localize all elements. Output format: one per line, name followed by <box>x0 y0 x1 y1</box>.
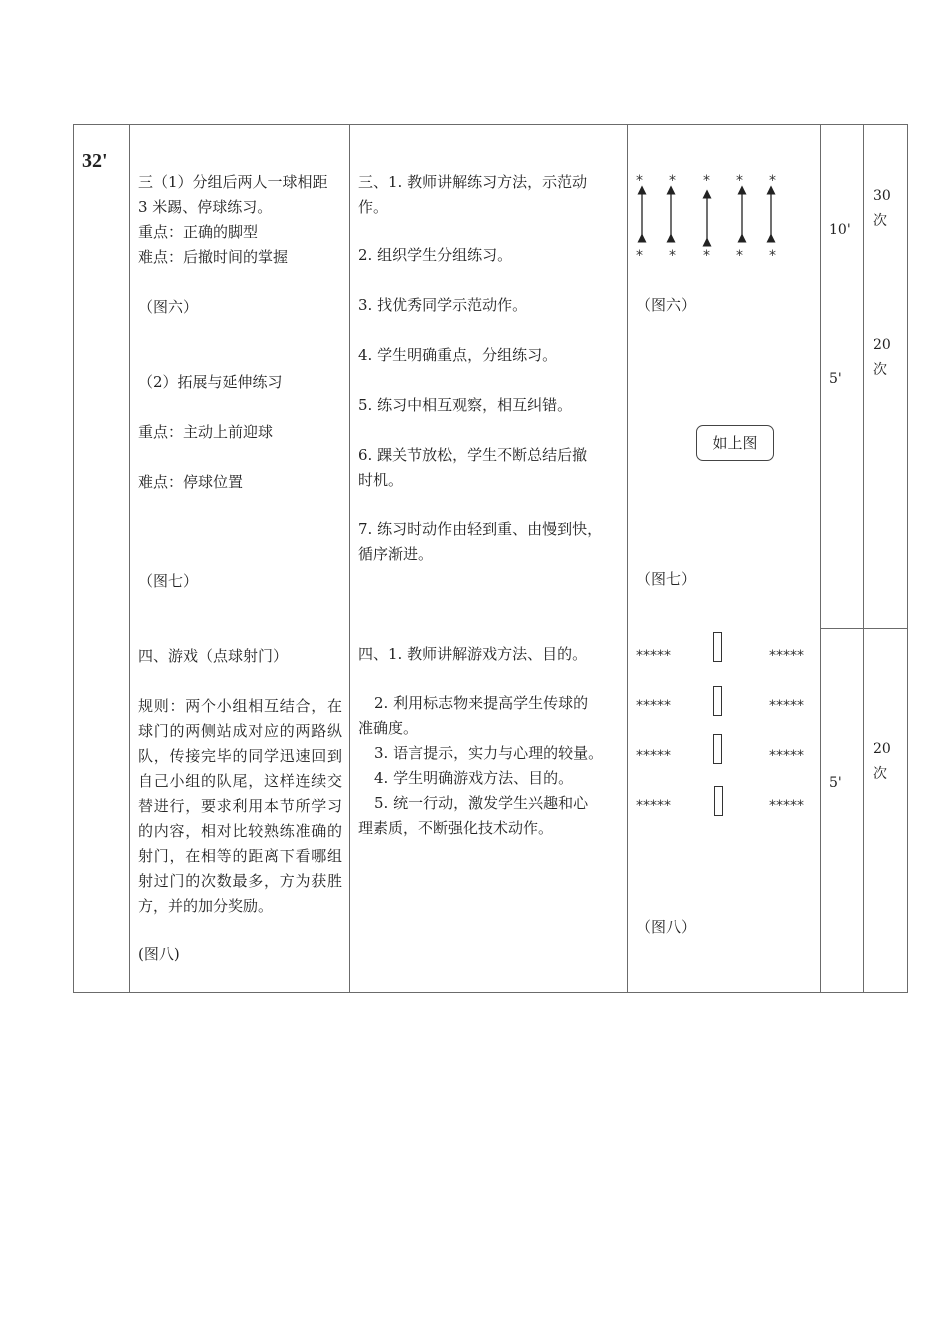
method-3-4: 4. 学生明确重点，分组练习。 <box>358 346 558 364</box>
goal-marker <box>713 734 722 764</box>
section3-key-point: 重点：正确的脚型 <box>138 223 259 241</box>
table-border-right <box>907 124 908 993</box>
method-3-3: 3. 找优秀同学示范动作。 <box>358 296 528 314</box>
repetitions-20: 20 次 <box>873 337 891 378</box>
diagram-figure6-caption: （图六） <box>636 296 697 314</box>
table-col-divider-4 <box>820 124 821 993</box>
goal-marker <box>713 632 722 662</box>
formation-star: * <box>703 173 710 189</box>
time-5-minutes-game: 5' <box>829 775 842 791</box>
table-col-divider-5 <box>863 124 864 993</box>
method-4-5: 5. 统一行动，激发学生兴趣和心 理素质，不断强化技术动作。 <box>358 794 589 837</box>
section3-sub2-key-point: 重点：主动上前迎球 <box>138 423 274 441</box>
method-4-1: 四、1. 教师讲解游戏方法、目的。 <box>358 645 588 663</box>
method-3-2: 2. 组织学生分组练习。 <box>358 246 513 264</box>
formation-star: * <box>703 248 710 264</box>
section4-rules: 规则：两个小组相互结合，在球门的两侧站成对应的两路纵队，传接完毕的同学迅速回到自己小组的队尾，这样连续交替进行，要求利用本节所学习的内容，相对比较熟练准确的射门，在相等的距离下看哪组射过门的次数最多，方为获胜方，并的加分奖励。 <box>138 697 342 915</box>
formation-star: * <box>669 173 676 189</box>
goal-marker <box>714 786 723 816</box>
section3-sub2-difficulty: 难点：停球位置 <box>138 473 244 491</box>
team-stars-right: ***** <box>769 648 804 664</box>
pass-arrows-diagram <box>628 170 788 250</box>
team-stars-right: ***** <box>769 748 804 764</box>
diagram-figure8-caption: （图八） <box>636 918 697 936</box>
formation-star: * <box>636 248 643 264</box>
table-border-top <box>73 124 908 125</box>
team-stars-left: ***** <box>636 798 671 814</box>
method-4-4: 4. 学生明确游戏方法、目的。 <box>374 769 574 787</box>
formation-star: * <box>736 173 743 189</box>
formation-star: * <box>736 248 743 264</box>
method-3-5: 5. 练习中相互观察，相互纠错。 <box>358 396 573 414</box>
section3-sub2-title: （2）拓展与延伸练习 <box>138 373 283 391</box>
table-col-divider-3 <box>627 124 628 993</box>
formation-star: * <box>636 173 643 189</box>
figure6-caption: （图六） <box>138 298 199 316</box>
formation-star: * <box>769 248 776 264</box>
team-stars-left: ***** <box>636 748 671 764</box>
time-5-minutes: 5' <box>829 371 842 387</box>
team-stars-right: ***** <box>769 798 804 814</box>
method-4-3: 3. 语言提示，实力与心理的较量。 <box>374 744 604 762</box>
figure7-caption: （图七） <box>138 572 199 590</box>
team-stars-left: ***** <box>636 648 671 664</box>
table-col-divider-2 <box>349 124 350 993</box>
section4-title: 四、游戏（点球射门） <box>138 647 289 665</box>
section3-title: 三（1）分组后两人一球相距 3 米踢、停球练习。 <box>138 173 328 216</box>
formation-star: * <box>769 173 776 189</box>
team-stars-left: ***** <box>636 698 671 714</box>
figure8-reference: (图八) <box>138 945 180 963</box>
diagram-figure7-caption: （图七） <box>636 570 697 588</box>
table-row-divider <box>820 628 908 629</box>
same-as-above-box: 如上图 <box>696 425 774 461</box>
repetitions-20-game: 20 次 <box>873 741 891 782</box>
table-col-divider-1 <box>129 124 130 993</box>
goal-marker <box>713 686 722 716</box>
method-4-2: 2. 利用标志物来提高学生传球的 准确度。 <box>358 694 589 737</box>
table-border-left <box>73 124 74 993</box>
method-3-1: 三、1. 教师讲解练习方法，示范动 作。 <box>358 173 588 216</box>
repetitions-30: 30 次 <box>873 188 891 229</box>
section3-difficulty: 难点：后撤时间的掌握 <box>138 248 289 266</box>
time-10-minutes: 10' <box>829 222 851 238</box>
method-3-7: 7. 练习时动作由轻到重、由慢到快， 循序渐进。 <box>358 520 603 563</box>
method-3-6: 6. 踝关节放松，学生不断总结后撤 时机。 <box>358 446 588 489</box>
formation-star: * <box>669 248 676 264</box>
table-border-bottom <box>73 992 908 993</box>
total-time: 32' <box>82 150 108 172</box>
team-stars-right: ***** <box>769 698 804 714</box>
